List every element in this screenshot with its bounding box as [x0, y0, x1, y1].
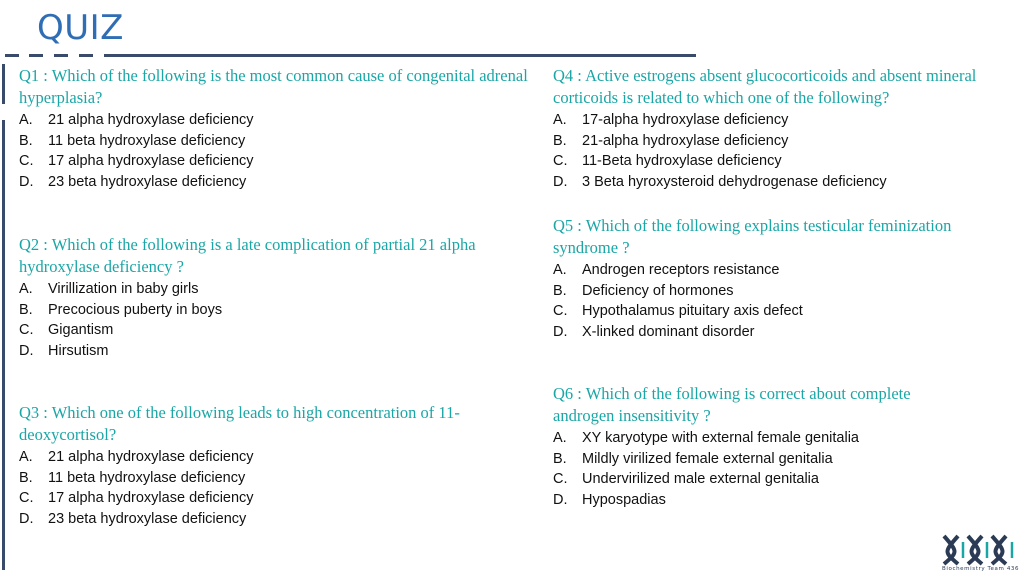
option-list	[553, 428, 973, 510]
option-c[interactable]: C. Undervirilized male external genitalia	[553, 471, 819, 487]
logo-caption: Biochemistry Team 436	[942, 566, 1020, 572]
option-list	[553, 260, 1015, 342]
option-b[interactable]: B. Precocious puberty in boys	[19, 301, 223, 318]
question-6	[553, 383, 973, 510]
option-c[interactable]: C. 17 alpha hydroxylase deficiency	[19, 490, 254, 506]
option-c[interactable]: C. 11-Beta hydroxylase deficiency	[553, 153, 782, 169]
question-5	[553, 215, 1015, 342]
option-a[interactable]: A. 21 alpha hydroxylase deficiency	[19, 112, 254, 128]
option-b[interactable]: B. Mildly virilized female external genitalia	[553, 450, 833, 467]
option-list	[19, 279, 509, 361]
option-b[interactable]: B. Deficiency of hormones	[553, 282, 734, 299]
option-c[interactable]: C. Gigantism	[19, 322, 114, 338]
header-rule	[104, 54, 696, 57]
option-d[interactable]: D. Hirsutism	[19, 342, 109, 359]
option-a[interactable]: A. XY karyotype with external female genitalia	[553, 430, 859, 446]
question-text: Q3 : Which one of the following leads to high concentration of 11-deoxycortisol?	[19, 403, 460, 444]
question-4	[553, 65, 1013, 192]
question-text: Q5 : Which of the following explains testicular feminization syndrome ?	[553, 216, 952, 257]
option-d[interactable]: D. 23 beta hydroxylase deficiency	[19, 510, 247, 527]
side-bar-1	[2, 64, 5, 104]
question-text: Q1 : Which of the following is the most common cause of congenital adrenal hyperplasia?	[19, 66, 528, 107]
option-d[interactable]: D. X-linked dominant disorder	[553, 323, 755, 340]
option-d[interactable]: D. 23 beta hydroxylase deficiency	[19, 173, 247, 190]
header-dash-1	[5, 54, 19, 57]
header-dash-4	[79, 54, 93, 57]
option-c[interactable]: C. 17 alpha hydroxylase deficiency	[19, 153, 254, 169]
option-list	[553, 110, 1013, 192]
page-title: QUIZ	[37, 8, 124, 48]
option-d[interactable]: D. Hypospadias	[553, 491, 666, 508]
header-dash-3	[54, 54, 68, 57]
option-list	[19, 110, 544, 192]
question-3	[19, 402, 529, 529]
option-a[interactable]: A. Virillization in baby girls	[19, 281, 199, 297]
option-a[interactable]: A. Androgen receptors resistance	[553, 262, 780, 278]
option-b[interactable]: B. 21-alpha hydroxylase deficiency	[553, 132, 789, 149]
option-b[interactable]: B. 11 beta hydroxylase deficiency	[19, 132, 246, 149]
question-text: Q4 : Active estrogens absent glucocorticoids and absent mineral corticoids is related to which one of the following?	[553, 66, 977, 107]
option-a[interactable]: A. 21 alpha hydroxylase deficiency	[19, 449, 254, 465]
question-2	[19, 234, 509, 361]
question-1	[19, 65, 544, 192]
question-text: Q2 : Which of the following is a late complication of partial 21 alpha hydroxylase deficiency ?	[19, 235, 476, 276]
option-a[interactable]: A. 17-alpha hydroxylase deficiency	[553, 112, 789, 128]
option-d[interactable]: D. 3 Beta hyroxysteroid dehydrogenase deficiency	[553, 173, 887, 190]
option-b[interactable]: B. 11 beta hydroxylase deficiency	[19, 469, 246, 486]
option-list	[19, 447, 529, 529]
option-c[interactable]: C. Hypothalamus pituitary axis defect	[553, 303, 803, 319]
question-text: Q6 : Which of the following is correct about complete androgen insensitivity ?	[553, 384, 911, 425]
header-dash-2	[29, 54, 43, 57]
side-bar-2	[2, 120, 5, 570]
